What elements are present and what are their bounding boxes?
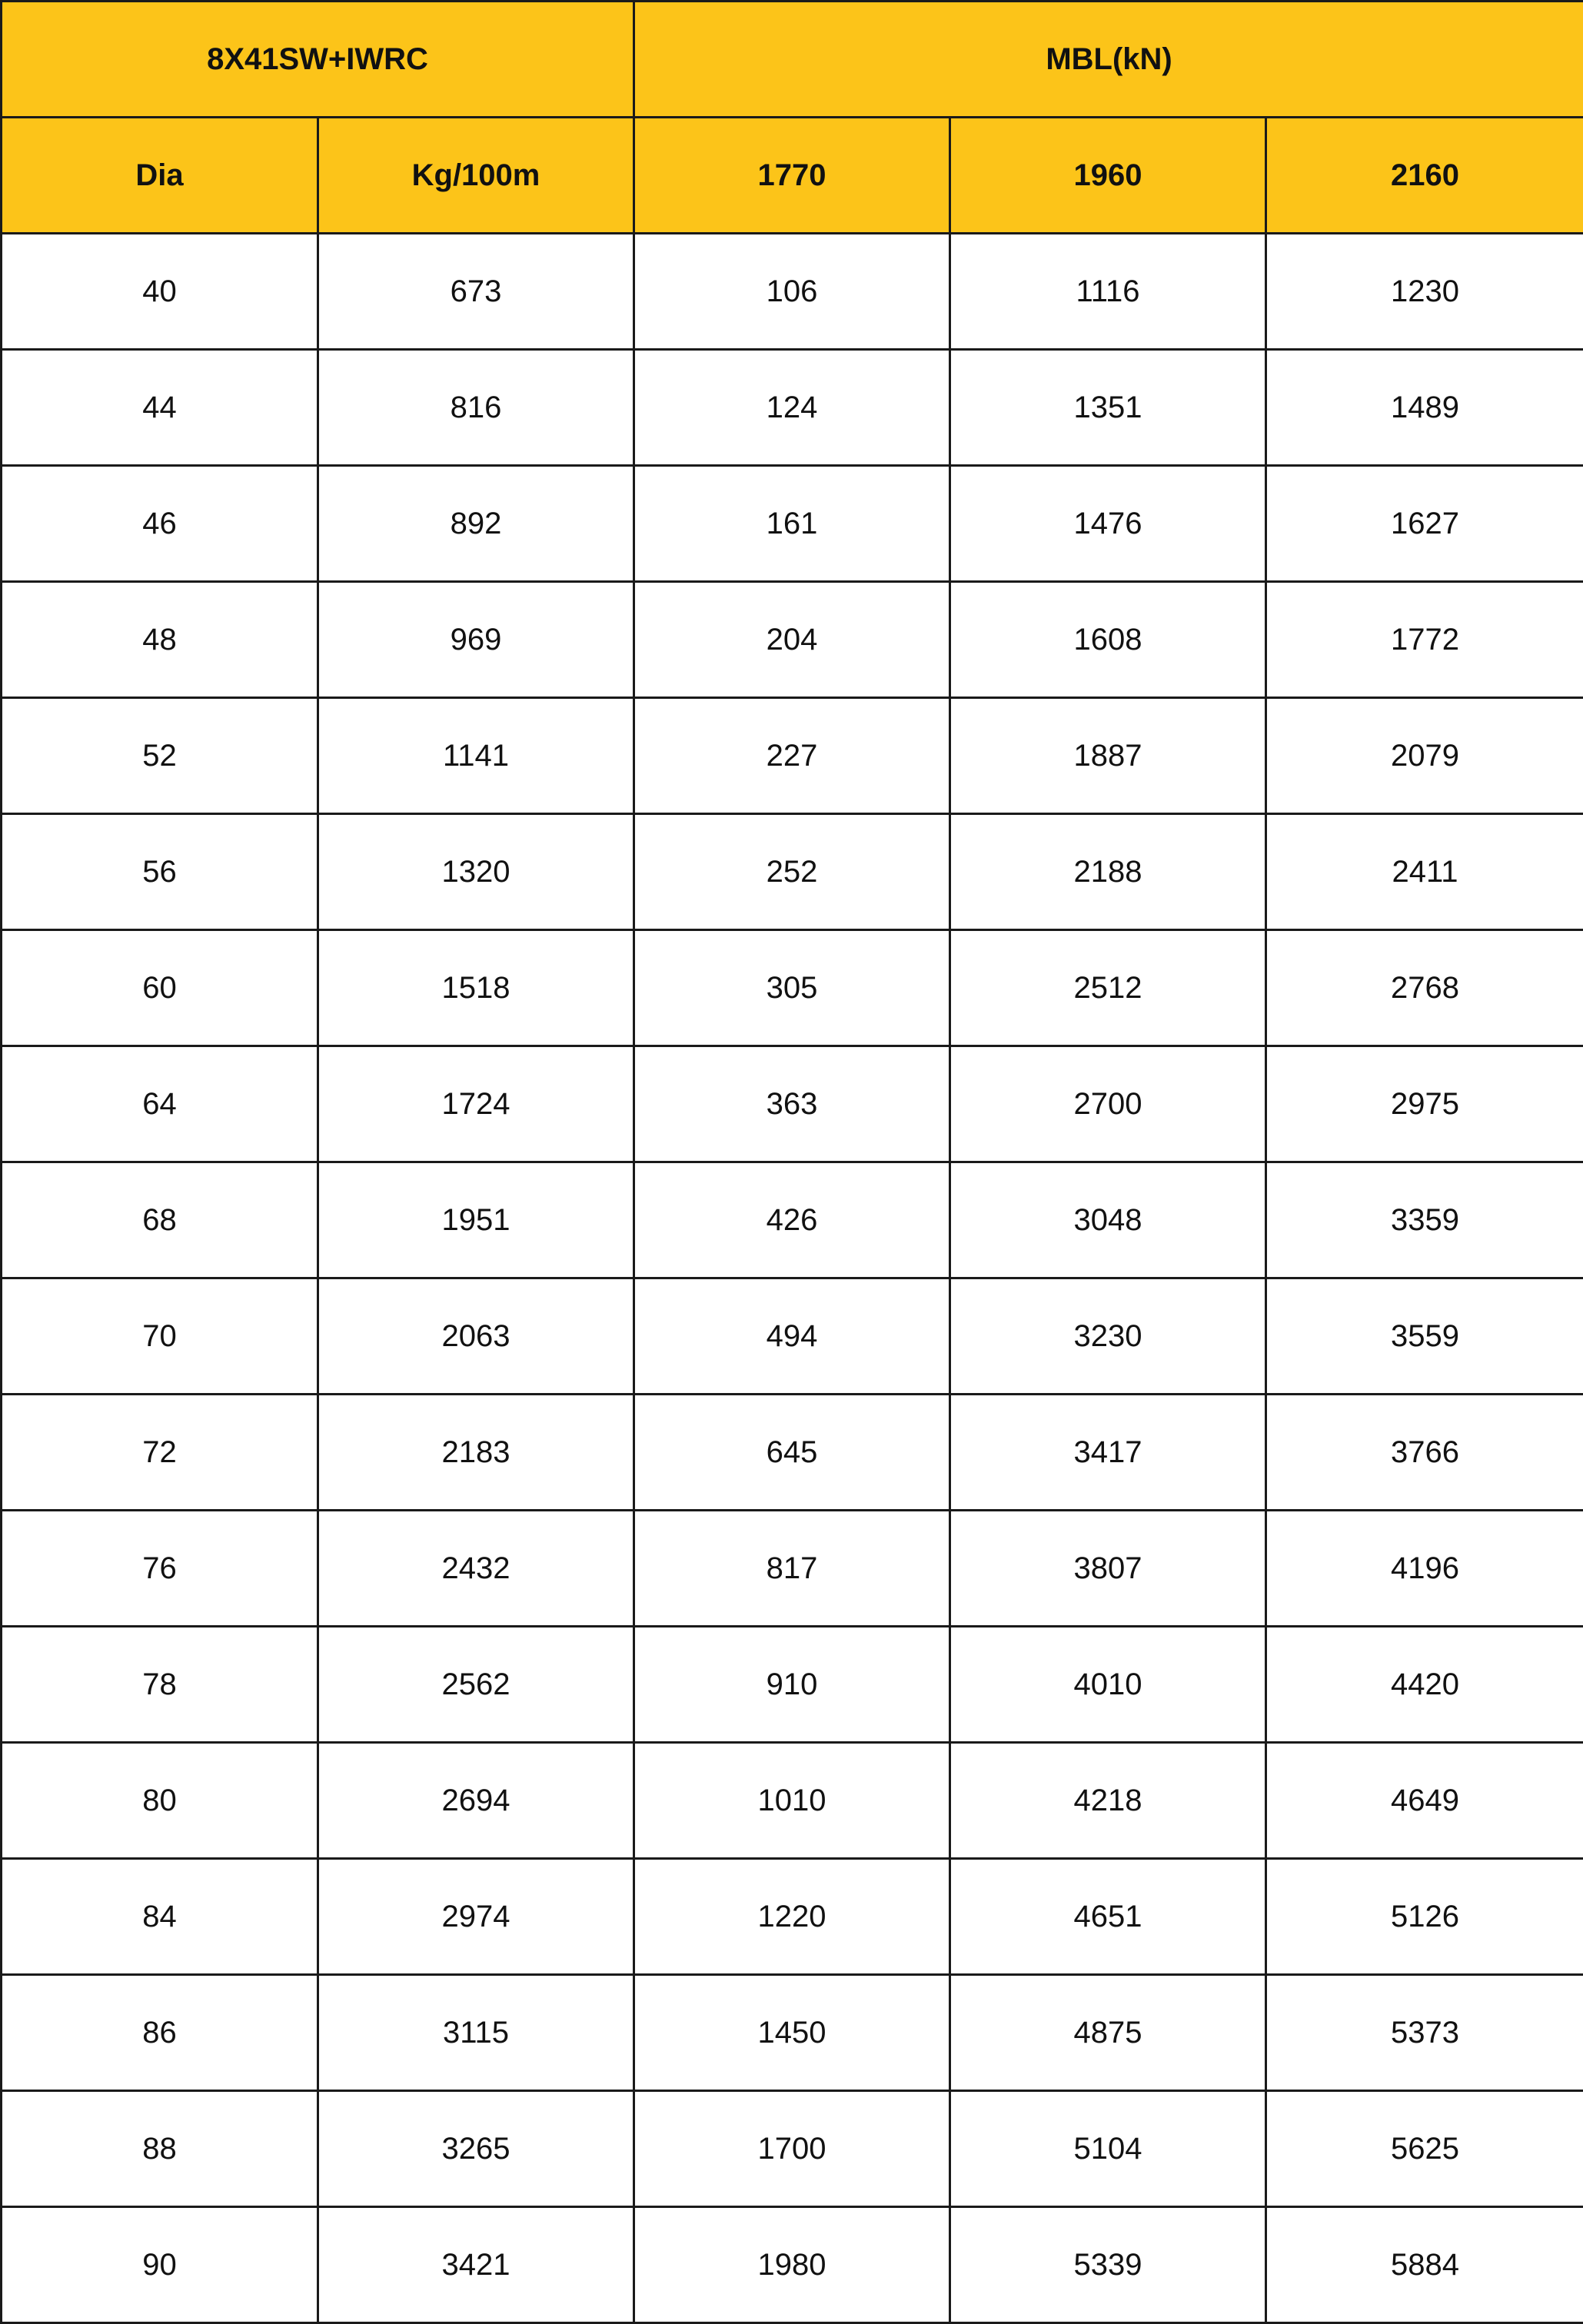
cell-mbl-1960: 3807 (950, 1511, 1266, 1627)
cell-mbl-1960: 2512 (950, 930, 1266, 1046)
cell-mbl-1770: 227 (634, 698, 950, 814)
cell-mbl-1960: 4010 (950, 1627, 1266, 1743)
mbl-header: MBL(kN) (634, 2, 1583, 118)
column-header-grade-1960: 1960 (950, 118, 1266, 234)
cell-mbl-1770: 817 (634, 1511, 950, 1627)
cell-mbl-2160: 4196 (1266, 1511, 1583, 1627)
cell-weight: 3421 (318, 2207, 634, 2323)
cell-mbl-1960: 5104 (950, 2091, 1266, 2207)
table-row (2, 698, 1583, 814)
cell-mbl-1770: 161 (634, 466, 950, 582)
cell-dia: 46 (2, 466, 318, 582)
cell-mbl-1960: 4651 (950, 1859, 1266, 1975)
cell-mbl-1960: 1351 (950, 350, 1266, 466)
column-header-grade-1770: 1770 (634, 118, 950, 234)
cell-dia: 48 (2, 582, 318, 698)
cell-dia: 64 (2, 1046, 318, 1162)
table-row (2, 2207, 1583, 2323)
cell-dia: 44 (2, 350, 318, 466)
cell-mbl-1770: 1220 (634, 1859, 950, 1975)
cell-mbl-1770: 252 (634, 814, 950, 930)
cell-mbl-2160: 2975 (1266, 1046, 1583, 1162)
header-row-group (2, 2, 1583, 118)
cell-dia: 68 (2, 1162, 318, 1278)
table-row (2, 1046, 1583, 1162)
cell-mbl-2160: 5625 (1266, 2091, 1583, 2207)
cell-mbl-1770: 1980 (634, 2207, 950, 2323)
cell-dia: 80 (2, 1743, 318, 1859)
cell-mbl-1770: 363 (634, 1046, 950, 1162)
table-row (2, 1162, 1583, 1278)
table-row (2, 2091, 1583, 2207)
table-header (2, 2, 1583, 234)
cell-mbl-1960: 1887 (950, 698, 1266, 814)
cell-mbl-1960: 1116 (950, 234, 1266, 350)
cell-dia: 60 (2, 930, 318, 1046)
cell-weight: 1141 (318, 698, 634, 814)
cell-weight: 2694 (318, 1743, 634, 1859)
cell-weight: 969 (318, 582, 634, 698)
cell-mbl-1960: 4875 (950, 1975, 1266, 2091)
cell-mbl-1770: 305 (634, 930, 950, 1046)
table-row (2, 234, 1583, 350)
cell-mbl-1960: 2700 (950, 1046, 1266, 1162)
table-row (2, 1975, 1583, 2091)
cell-dia: 56 (2, 814, 318, 930)
cell-weight: 1724 (318, 1046, 634, 1162)
cell-dia: 84 (2, 1859, 318, 1975)
table-row (2, 1627, 1583, 1743)
cell-mbl-2160: 2768 (1266, 930, 1583, 1046)
cell-mbl-2160: 3359 (1266, 1162, 1583, 1278)
cell-mbl-1960: 1476 (950, 466, 1266, 582)
table-row (2, 1859, 1583, 1975)
cell-weight: 3115 (318, 1975, 634, 2091)
table-row (2, 1278, 1583, 1395)
column-header-grade-2160: 2160 (1266, 118, 1583, 234)
table-row (2, 814, 1583, 930)
cell-mbl-1770: 494 (634, 1278, 950, 1395)
cell-dia: 78 (2, 1627, 318, 1743)
cell-dia: 76 (2, 1511, 318, 1627)
cell-mbl-1770: 106 (634, 234, 950, 350)
cell-mbl-1770: 1010 (634, 1743, 950, 1859)
cell-mbl-2160: 5126 (1266, 1859, 1583, 1975)
table-row (2, 1395, 1583, 1511)
cell-mbl-1770: 1450 (634, 1975, 950, 2091)
cell-weight: 2063 (318, 1278, 634, 1395)
cell-weight: 1951 (318, 1162, 634, 1278)
cell-dia: 86 (2, 1975, 318, 2091)
cell-mbl-2160: 2411 (1266, 814, 1583, 930)
table-row (2, 1743, 1583, 1859)
cell-dia: 70 (2, 1278, 318, 1395)
cell-mbl-2160: 3766 (1266, 1395, 1583, 1511)
cell-mbl-1770: 1700 (634, 2091, 950, 2207)
cell-dia: 90 (2, 2207, 318, 2323)
cell-mbl-1960: 4218 (950, 1743, 1266, 1859)
table-row (2, 582, 1583, 698)
cell-mbl-2160: 5884 (1266, 2207, 1583, 2323)
table-row (2, 1511, 1583, 1627)
cell-mbl-1960: 1608 (950, 582, 1266, 698)
cell-dia: 52 (2, 698, 318, 814)
cell-mbl-2160: 2079 (1266, 698, 1583, 814)
cell-mbl-2160: 1627 (1266, 466, 1583, 582)
cell-weight: 1518 (318, 930, 634, 1046)
cell-mbl-1770: 204 (634, 582, 950, 698)
cell-weight: 2183 (318, 1395, 634, 1511)
cell-weight: 2432 (318, 1511, 634, 1627)
cell-weight: 816 (318, 350, 634, 466)
cell-weight: 3265 (318, 2091, 634, 2207)
cell-weight: 673 (318, 234, 634, 350)
table-row (2, 466, 1583, 582)
table-row (2, 350, 1583, 466)
cell-mbl-2160: 1489 (1266, 350, 1583, 466)
column-header-weight: Kg/100m (318, 118, 634, 234)
cell-weight: 2974 (318, 1859, 634, 1975)
cell-mbl-2160: 1230 (1266, 234, 1583, 350)
cell-weight: 892 (318, 466, 634, 582)
cell-mbl-1960: 3230 (950, 1278, 1266, 1395)
cell-mbl-2160: 1772 (1266, 582, 1583, 698)
cell-mbl-2160: 4420 (1266, 1627, 1583, 1743)
cell-mbl-1960: 3417 (950, 1395, 1266, 1511)
cell-dia: 88 (2, 2091, 318, 2207)
cell-mbl-2160: 4649 (1266, 1743, 1583, 1859)
cell-mbl-2160: 5373 (1266, 1975, 1583, 2091)
column-header-dia: Dia (2, 118, 318, 234)
cell-mbl-1960: 5339 (950, 2207, 1266, 2323)
cell-mbl-1960: 3048 (950, 1162, 1266, 1278)
rope-construction-header: 8X41SW+IWRC (2, 2, 634, 118)
table-body (2, 234, 1583, 2323)
cell-mbl-1770: 645 (634, 1395, 950, 1511)
cell-mbl-1960: 2188 (950, 814, 1266, 930)
cell-dia: 72 (2, 1395, 318, 1511)
cell-mbl-2160: 3559 (1266, 1278, 1583, 1395)
cell-weight: 2562 (318, 1627, 634, 1743)
cell-mbl-1770: 910 (634, 1627, 950, 1743)
header-row-columns (2, 118, 1583, 234)
cell-mbl-1770: 426 (634, 1162, 950, 1278)
cell-mbl-1770: 124 (634, 350, 950, 466)
table-row (2, 930, 1583, 1046)
cell-weight: 1320 (318, 814, 634, 930)
cell-dia: 40 (2, 234, 318, 350)
